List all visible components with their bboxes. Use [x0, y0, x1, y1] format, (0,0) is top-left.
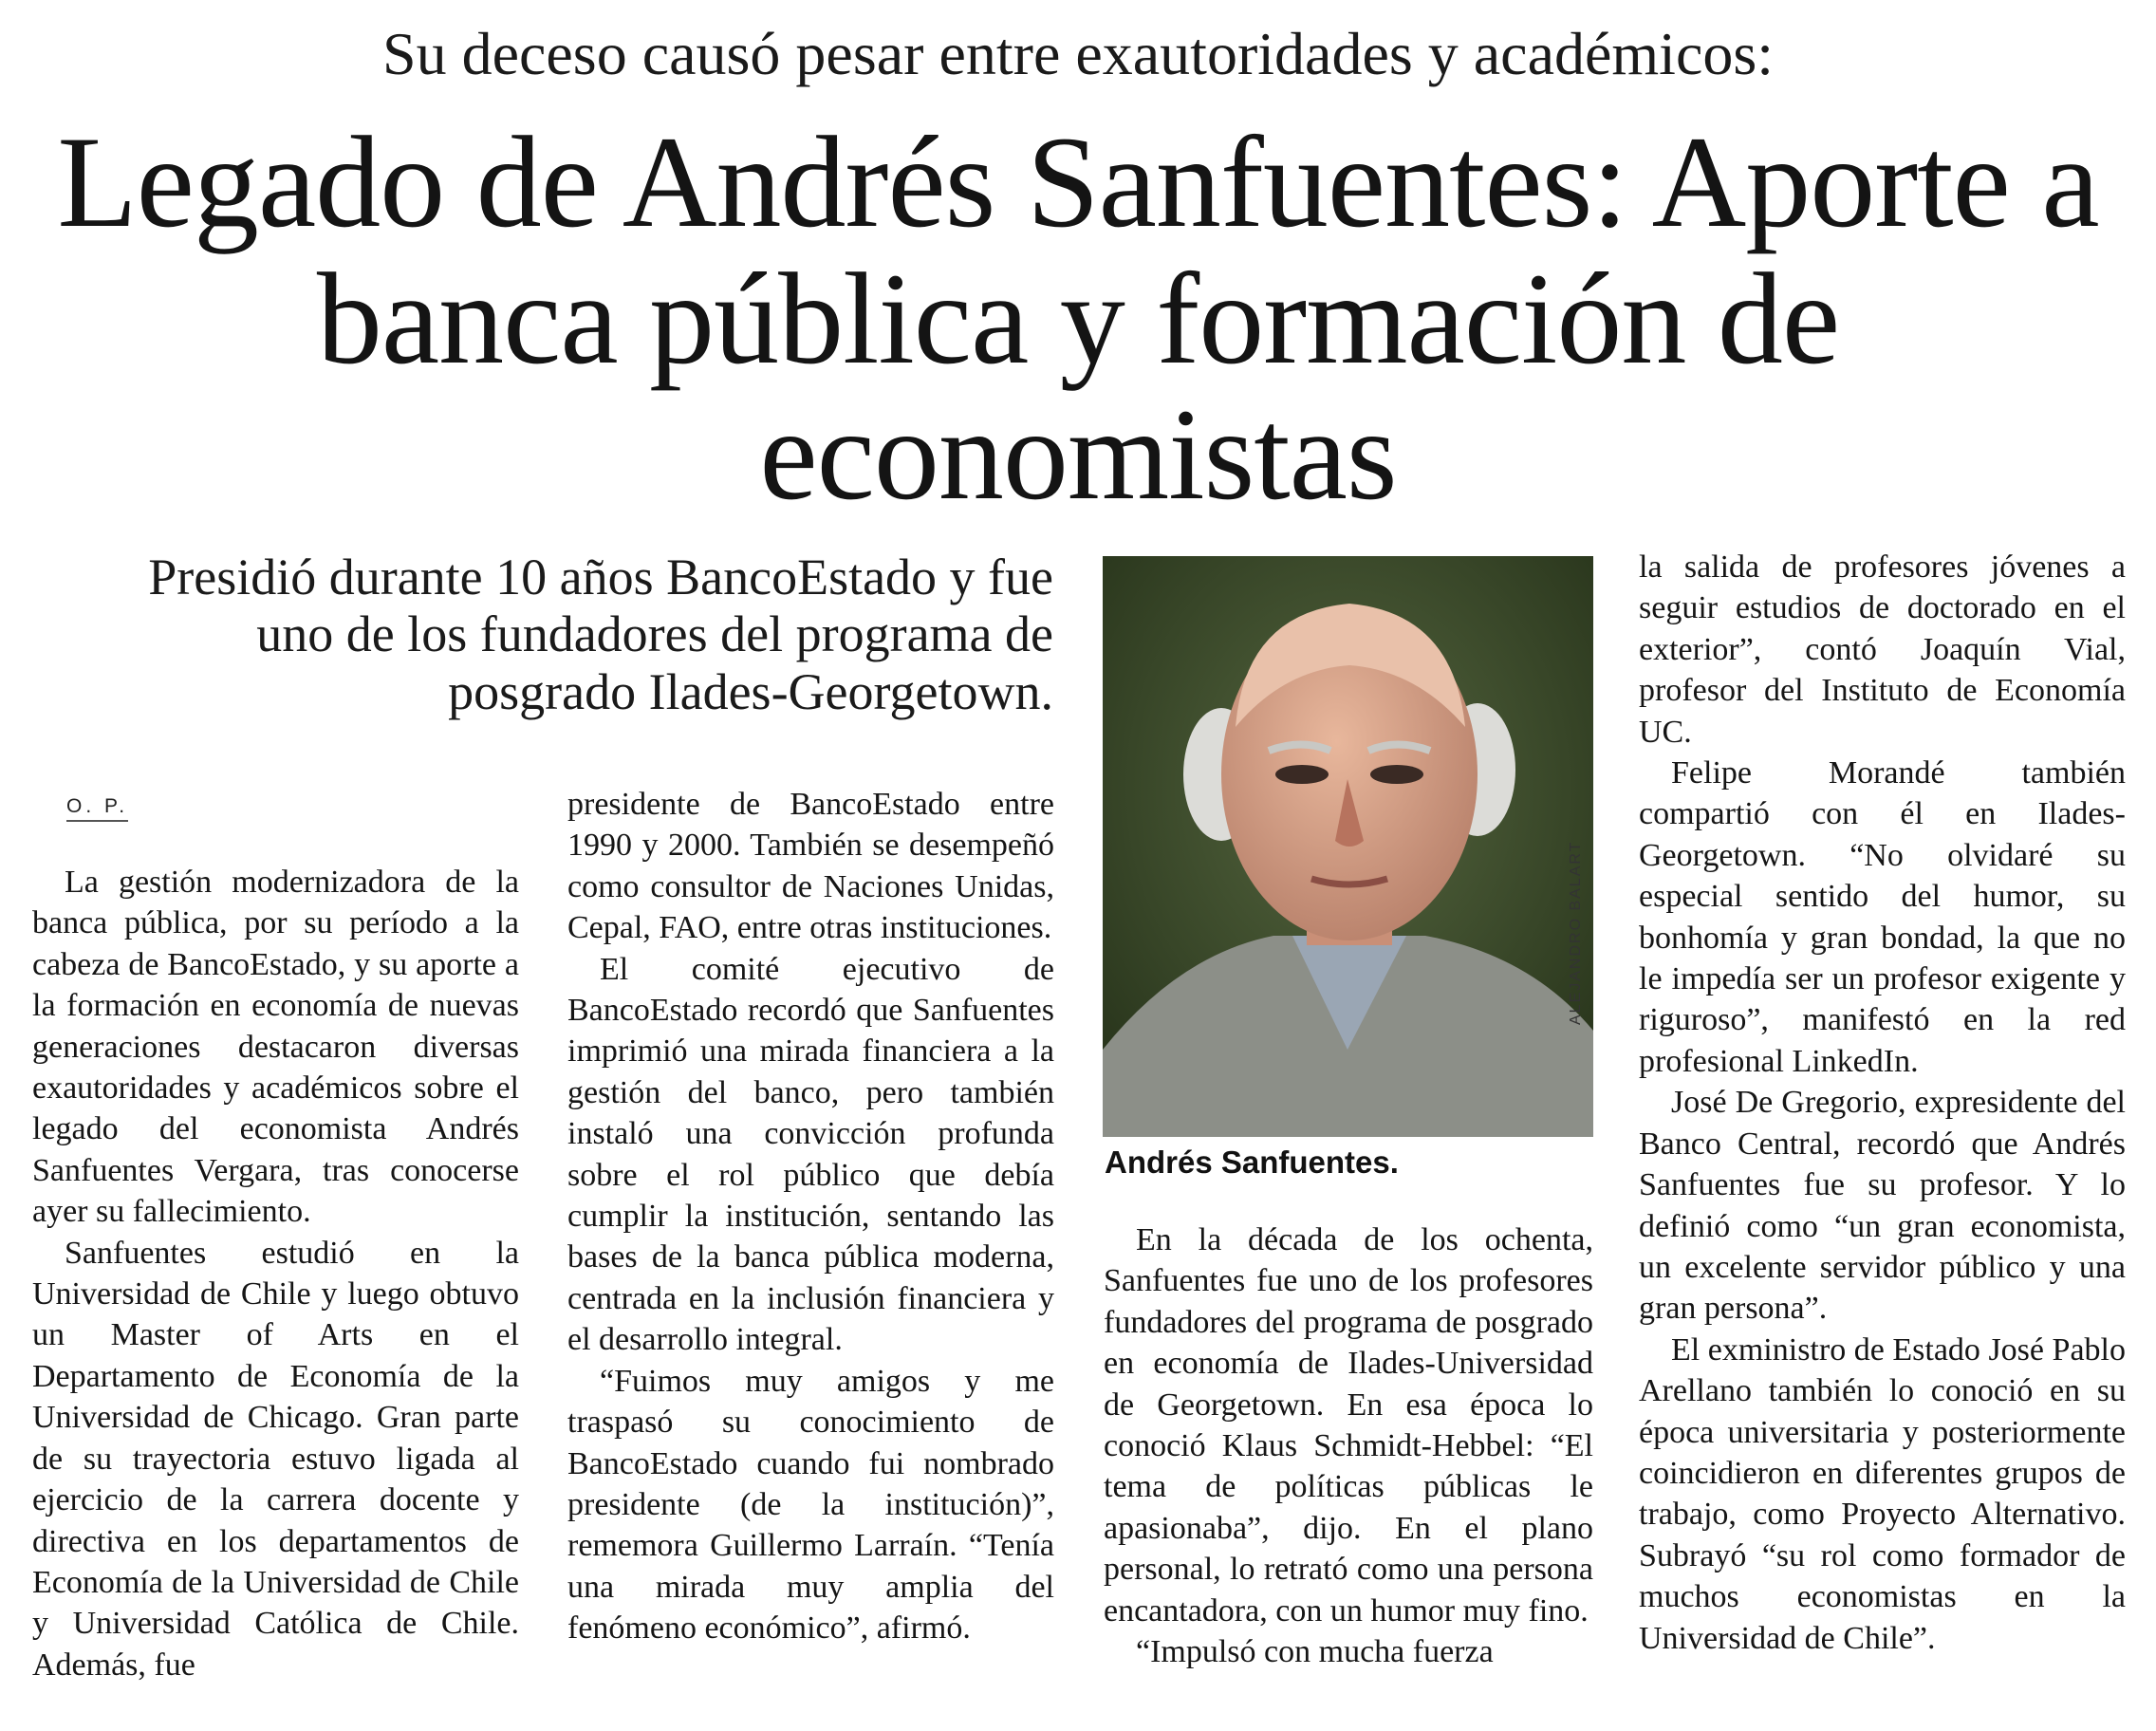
photo-caption: Andrés Sanfuentes. — [1105, 1145, 1399, 1180]
byline: O. P. — [66, 795, 128, 822]
paragraph: “Fuimos muy amigos y me traspasó su conocimiento de BancoEstado cuando fui nombrado presidente (de la institución)”, rememora Guillermo Larraín. “Tenía una mirada muy amplia del fenómeno económico”, afirmó. — [567, 1363, 1054, 1647]
paragraph: “Impulsó con mucha fuerza — [1136, 1634, 1494, 1670]
paragraph: La gestión modernizadora de la banca pública, por su período a la cabeza de BancoEstado, y su aporte a la formación en economía de nuevas generaciones destacaron diversas exautoridades y académicos sobre el legado del economista Andrés Sanfuentes Vergara, tras conocerse ayer su fallecimiento. — [32, 865, 519, 1230]
paragraph: En la década de los ochenta, Sanfuentes fue uno de los profesores fundadores del programa de posgrado en economía de Ilades-Universidad de Georgetown. En esa época lo conoció Klaus Schmidt-Hebbel: “El tema de políticas públicas le apasionaba”, dijo. En el plano personal, lo retrató como una persona encantadora, con un humor muy fino. — [1104, 1222, 1593, 1629]
article-column-2 — [567, 784, 1054, 1649]
paragraph: Felipe Morandé también compartió con él en Ilades-Georgetown. “No olvidaré su especial sentido del humor, su bonhomía y gran bondad, la que no le impedía ser un profesor exigente y riguroso”, manifestó en la red profesional LinkedIn. — [1639, 755, 2126, 1079]
headline: Legado de Andrés Sanfuentes: Aporte a banca pública y formación de economistas — [57, 109, 2099, 528]
paragraph: El exministro de Estado José Pablo Arellano también lo conoció en su época universitaria y posteriormente coincidieron en diferentes grupos de trabajo, como Proyecto Alternativo. Subrayó “su rol como formador de muchos economistas en la Universidad de Chile”. — [1639, 1331, 2126, 1656]
portrait-illustration — [1103, 556, 1593, 1137]
paragraph: la salida de profesores jóvenes a seguir estudios de doctorado en el exterior”, contó Joaquín Vial, profesor del Instituto de Economía UC. — [1639, 549, 2126, 750]
article-column-4 — [1639, 547, 2126, 1659]
kicker: Su deceso causó pesar entre exautoridades y académicos: — [381, 20, 1775, 87]
paragraph: José De Gregorio, expresidente del Banco Central, recordó que Andrés Sanfuentes fue su profesor. Y lo definió como “un gran economista, un excelente servidor público y una gran persona”. — [1639, 1085, 2126, 1327]
subhead: Presidió durante 10 años BancoEstado y fue uno de los fundadores del programa de posgrado Ilades-Georgetown. — [148, 549, 1053, 720]
paragraph: El comité ejecutivo de BancoEstado recordó que Sanfuentes imprimió una mirada financiera a la gestión del banco, pero también instaló una convicción profunda sobre el rol público que debía cumplir la institución, sentando las bases de la banca pública moderna, centrada en la inclusión financiera y el desarrollo integral. — [567, 951, 1054, 1358]
article-column-1 — [32, 862, 519, 1685]
portrait-photo — [1103, 556, 1593, 1137]
article-column-3 — [1104, 1219, 1593, 1672]
paragraph: Sanfuentes estudió en la Universidad de Chile y luego obtuvo un Master of Arts en el Departamento de Economía de la Universidad de Chicago. Gran parte de su trayectoria estuvo ligada al ejercicio de la carrera docente y directiva en los departamentos de Economía de la Universidad de Chile y Universidad Católica de Chile. Además, fue — [32, 1235, 519, 1683]
paragraph: presidente de BancoEstado entre 1990 y 2000. También se desempeñó como consultor de Naciones Unidas, Cepal, FAO, entre otras instituciones. — [567, 787, 1054, 946]
photo-credit: ALEJANDRO BALART — [1568, 840, 1584, 1025]
